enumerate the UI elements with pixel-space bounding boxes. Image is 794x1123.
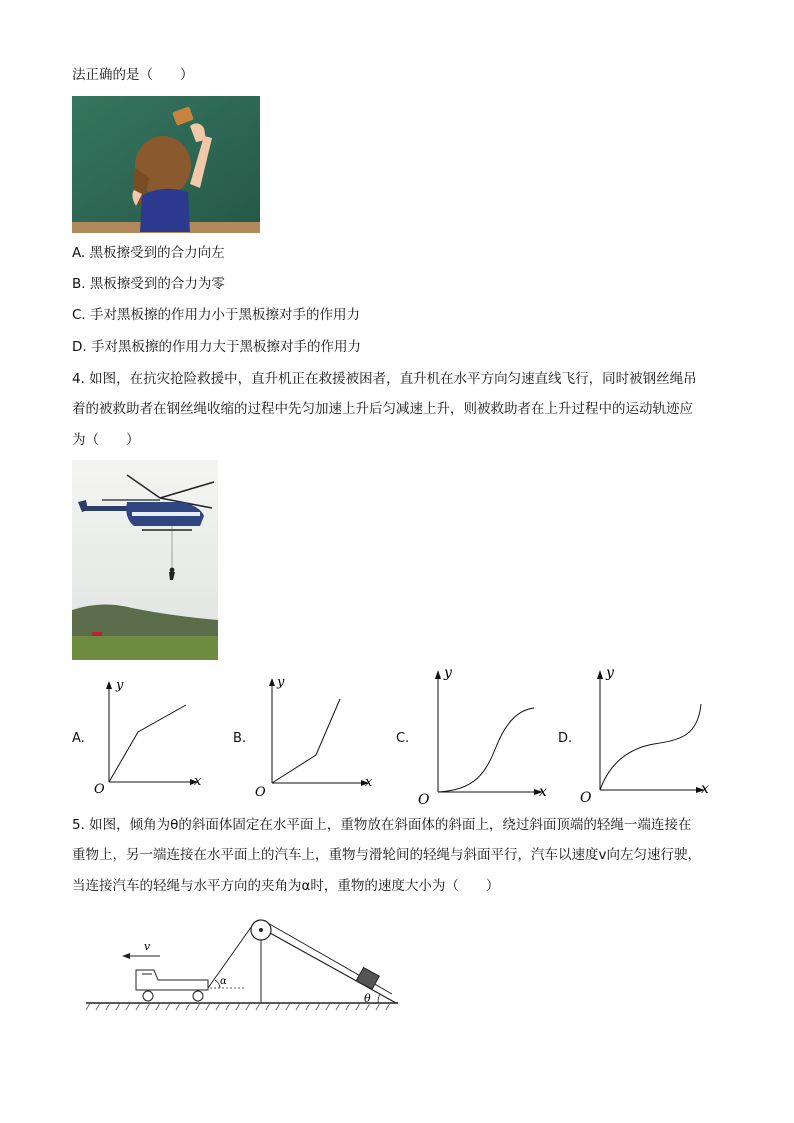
q5-stem-line3: 当连接汽车的轻绳与水平方向的夹角为α时，重物的速度大小为（ ）: [72, 878, 500, 894]
blackboard-photo: [72, 96, 260, 233]
q4-d-y-label: y: [606, 665, 614, 681]
q3-option-b: B. 黑板擦受到的合力为零: [72, 276, 225, 292]
q4-c-y-label: y: [444, 665, 452, 681]
q4-a-origin: O: [94, 782, 105, 797]
q4-option-b-label: B.: [233, 731, 247, 746]
q4-d-origin: O: [580, 790, 592, 806]
q4-stem-line2: 着的被救助者在钢丝绳收缩的过程中先匀加速上升后匀减速上升，则被救助者在上升过程中的运动轨迹应: [72, 401, 693, 417]
q5-velocity-label: v: [144, 940, 151, 953]
q5-theta-label: θ: [364, 992, 371, 1005]
q4-b-x-label: x: [365, 775, 373, 790]
q4-option-a-label: A.: [72, 731, 85, 746]
q4-c-x-label: x: [539, 784, 547, 800]
q4-graph-d: [558, 662, 718, 808]
q4-a-y-label: y: [116, 678, 124, 693]
q5-stem-line2: 重物上，另一端连接在水平面上的汽车上，重物与滑轮间的轻绳与斜面平行，汽车以速度v向左匀速行驶，: [72, 847, 701, 863]
q5-alpha-label: α: [220, 976, 227, 987]
q4-b-y-label: y: [277, 675, 285, 690]
q5-incline-diagram: [86, 908, 402, 1020]
q4-graph-a: [72, 675, 212, 800]
q3-option-d: D. 手对黑板擦的作用力大于黑板擦对手的作用力: [72, 339, 361, 355]
q4-option-d-label: D.: [558, 731, 573, 746]
q3-stem-tail: 法正确的是（ ）: [72, 67, 194, 83]
q4-graph-c: [396, 662, 556, 808]
q5-stem-line1: 5. 如图，倾角为θ的斜面体固定在水平面上，重物放在斜面体的斜面上，绕过斜面顶端的轻绳一端连接在: [72, 817, 692, 833]
q4-stem-line1: 4. 如图，在抗灾抢险救援中，直升机正在救援被困者，直升机在水平方向匀速直线飞行，同时被钢丝绳吊: [72, 371, 697, 387]
q4-d-x-label: x: [701, 781, 709, 797]
q4-option-c-label: C.: [396, 731, 410, 746]
car: [136, 970, 208, 1001]
q4-graph-b: [233, 670, 383, 800]
q4-stem-line3: 为（ ）: [72, 432, 140, 448]
q4-a-x-label: x: [194, 774, 202, 789]
helicopter-photo: [72, 460, 218, 660]
q3-option-a: A. 黑板擦受到的合力向左: [72, 245, 225, 261]
q4-c-origin: O: [418, 792, 430, 808]
q3-option-c: C. 手对黑板擦的作用力小于黑板擦对手的作用力: [72, 307, 361, 323]
q4-b-origin: O: [255, 785, 266, 800]
